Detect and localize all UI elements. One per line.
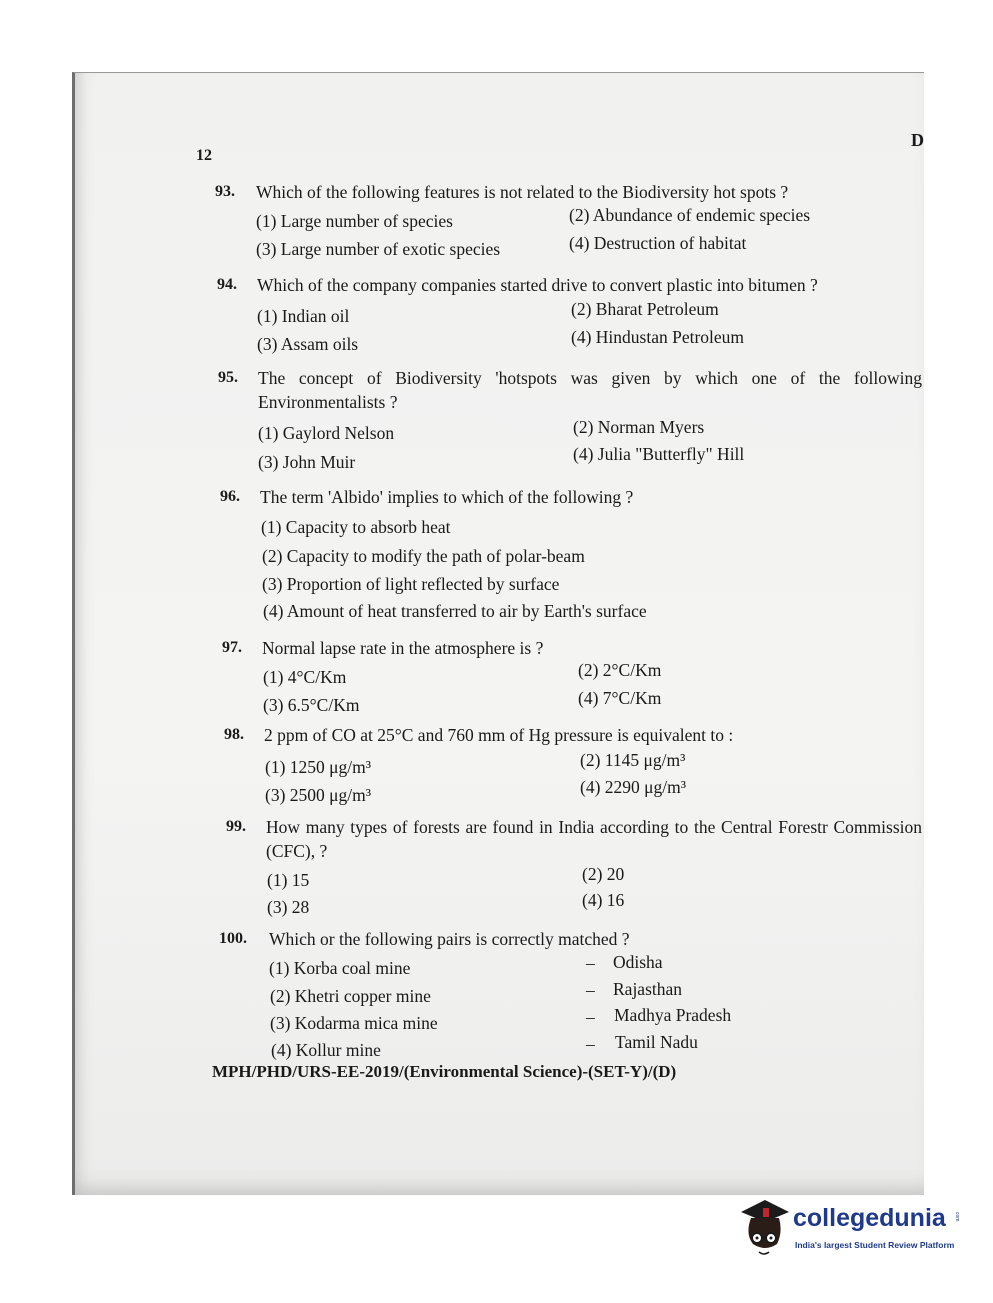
pair-3-right: Madhya Pradesh (614, 1005, 732, 1025)
option-1: (1) 4°C/Km (263, 667, 347, 687)
question-number: 97. (222, 639, 242, 656)
option-4: (4) Amount of heat transferred to air by Earth's surface (263, 601, 647, 621)
option-4: (4) Hindustan Petroleum (571, 327, 745, 347)
option-3: (3) John Muir (258, 452, 356, 472)
pair-4-left: (4) Kollur mine (271, 1040, 381, 1060)
option-3: (3) Large number of exotic species (256, 239, 501, 259)
corner-set-letter: D (911, 130, 924, 150)
logo-domain-suffix: com (954, 1212, 960, 1222)
pair-1-left: (1) Korba coal mine (269, 958, 411, 978)
question-text: Which or the following pairs is correctly matched ? (269, 929, 630, 949)
option-3: (3) 28 (267, 897, 310, 917)
option-1: (1) Gaylord Nelson (258, 423, 395, 443)
pair-1-dash: – (586, 953, 595, 973)
question-number: 93. (215, 183, 235, 200)
question-number: 99. (226, 818, 246, 835)
option-4: (4) 2290 μg/m³ (580, 777, 687, 797)
option-3: (3) 6.5°C/Km (263, 695, 360, 715)
pair-2-right: Rajasthan (613, 979, 683, 999)
pair-3-left: (3) Kodarma mica mine (270, 1013, 438, 1033)
question-number: 96. (220, 488, 240, 505)
collegedunia-logo[interactable] (735, 1196, 965, 1266)
option-2: (2) Bharat Petroleum (571, 299, 719, 319)
question-text: The concept of Biodiversity 'hotspots was given by which one of the following Environmentalists ? (258, 368, 922, 412)
option-3: (3) Assam oils (257, 334, 359, 354)
option-3: (3) 2500 μg/m³ (265, 785, 372, 805)
option-2: (2) 1145 μg/m³ (580, 750, 686, 770)
option-4: (4) Julia "Butterfly" Hill (573, 444, 745, 464)
option-2: (2) 20 (582, 864, 625, 884)
option-2: (2) Norman Myers (573, 417, 705, 437)
option-2: (2) 2°C/Km (578, 660, 662, 680)
option-1: (1) Indian oil (257, 306, 350, 326)
question-number: 100. (219, 930, 247, 947)
question-text: How many types of forests are found in India according to the Central Forestr Commission (CFC), ? (266, 817, 922, 861)
question-number: 95. (218, 369, 238, 386)
option-1: (1) Capacity to absorb heat (261, 517, 451, 537)
question-text: Normal lapse rate in the atmosphere is ? (262, 638, 544, 658)
pair-3-dash: – (586, 1007, 595, 1027)
question-number: 94. (217, 276, 237, 293)
question-95 (218, 370, 922, 420)
question-text: 2 ppm of CO at 25°C and 760 mm of Hg pressure is equivalent to : (264, 725, 734, 745)
option-1: (1) 15 (267, 870, 310, 890)
pair-4-dash: – (586, 1034, 595, 1054)
question-number: 98. (224, 726, 244, 743)
pair-4-right: Tamil Nadu (615, 1032, 698, 1052)
option-4: (4) Destruction of habitat (569, 233, 747, 253)
pair-1-right: Odisha (613, 952, 663, 972)
exam-code-footer: MPH/PHD/URS-EE-2019/(Environmental Science)-(SET-Y)/(D) (212, 1062, 677, 1081)
pair-2-dash: – (586, 980, 595, 1000)
graduate-mascot-icon (735, 1196, 793, 1258)
option-4: (4) 7°C/Km (578, 688, 662, 708)
question-text: The term 'Albido' implies to which of the following ? (260, 487, 634, 507)
logo-tagline: India's largest Student Review Platform (795, 1240, 955, 1250)
option-1: (1) Large number of species (256, 211, 453, 231)
option-4: (4) 16 (582, 890, 625, 910)
page-number: 12 (196, 147, 212, 164)
option-2: (2) Capacity to modify the path of polar-beam (262, 546, 585, 566)
option-3: (3) Proportion of light reflected by surface (262, 574, 560, 594)
question-99 (226, 819, 922, 869)
logo-wordmark: collegedunia (793, 1204, 946, 1232)
pair-2-left: (2) Khetri copper mine (270, 986, 431, 1006)
option-2: (2) Abundance of endemic species (569, 205, 811, 225)
question-text: Which of the following features is not related to the Biodiversity hot spots ? (256, 182, 789, 202)
option-1: (1) 1250 μg/m³ (265, 757, 372, 777)
question-text: Which of the company companies started drive to convert plastic into bitumen ? (257, 275, 818, 295)
